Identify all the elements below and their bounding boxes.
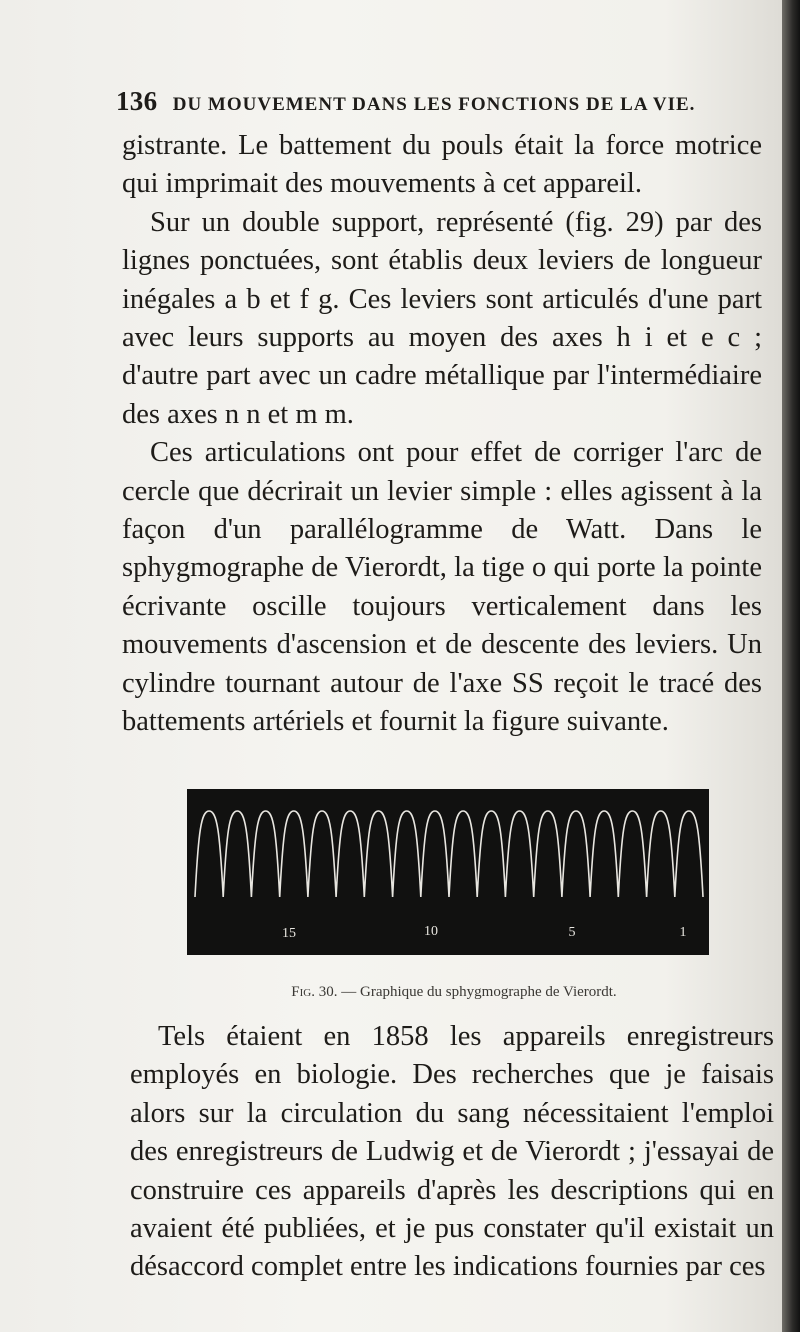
paragraph-continued: gistrante. Le battement du pouls était la force motrice qui imprimait des mouvements à cet appareil. <box>122 130 762 200</box>
paragraph-double-support: Sur un double support, représenté (fig. 29) par des lignes ponctuées, sont établis deux leviers de longueur inégales a b et f g. Ces leviers sont articulés d'une part avec leurs supports au moyen des axes h i et e c ; d'autre part avec un cadre métallique par l'intermédiaire des axes n n et m m. <box>122 206 762 430</box>
paragraph-recording-devices: Tels étaient en 1858 les appareils enregistreurs employés en biologie. Des recherches que je faisais alors sur la circulation du sang nécessitaient l'emploi des enregistreurs de Ludwig et de Vierordt ; j'essayai de construire ces appareils d'après les descriptions qui en avaient été publiées, et je pus constater qu'il existait un désaccord complet entre les indications fournies par ces <box>130 1021 774 1283</box>
figure-sphygmograph-trace <box>187 789 709 955</box>
tick-label-5: 5 <box>568 925 576 940</box>
page-edge-shadow <box>782 0 800 1332</box>
figure-caption-text: — Graphique du sphygmographe de Vierordt. <box>341 984 617 1000</box>
running-header <box>116 86 716 117</box>
pulse-waveform <box>195 811 703 897</box>
body-text-bottom <box>130 1018 774 1287</box>
tick-label-10: 10 <box>424 924 438 939</box>
tick-label-15: 15 <box>282 926 296 941</box>
tick-label-1: 1 <box>679 925 687 940</box>
paragraph-articulations: Ces articulations ont pour effet de corriger l'arc de cercle que décrirait un levier simple : elles agissent à la façon d'un parallélogramme de Watt. Dans le sphygmographe de Vierordt, la tige o qui porte la pointe écrivante oscille toujours verticalement dans les mouvements d'ascension et de descente des leviers. Un cylindre tournant autour de l'axe SS reçoit le tracé des battements artériels et fournit la figure suivante. <box>122 437 762 738</box>
figure-caption <box>122 984 786 1001</box>
figure-label: Fig. 30. <box>291 984 338 1000</box>
running-title: DU MOUVEMENT DANS LES FONCTIONS DE LA VIE. <box>172 94 696 115</box>
page-number: 136 <box>116 86 158 116</box>
pulse-trace-graphic <box>187 789 709 955</box>
body-text-top <box>122 127 762 742</box>
